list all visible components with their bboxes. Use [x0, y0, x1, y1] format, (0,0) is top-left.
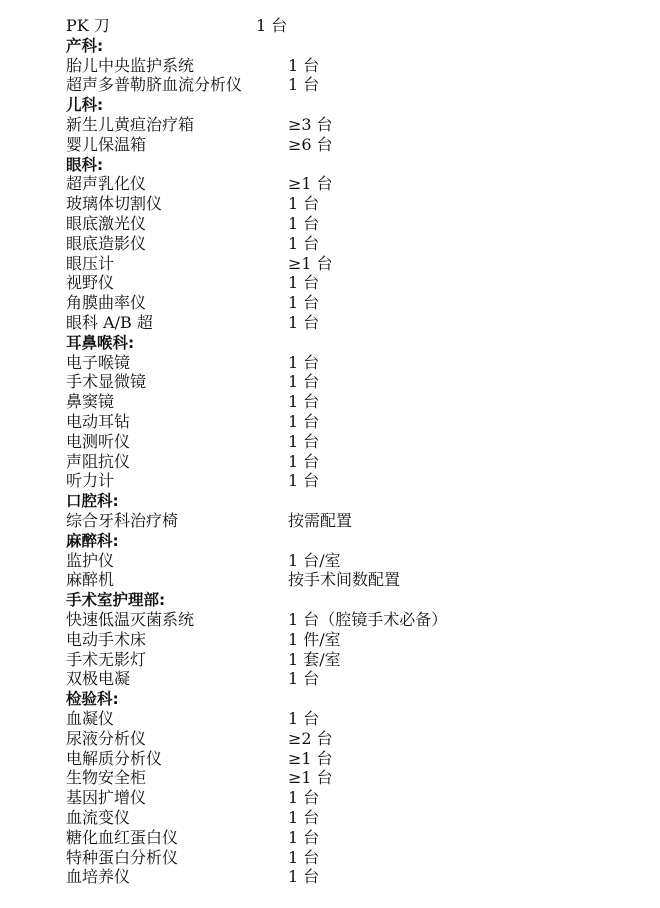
equipment-quantity: 1 台: [288, 827, 320, 847]
equipment-name: 视野仪: [66, 273, 115, 293]
equipment-quantity: 1 台: [288, 55, 320, 75]
equipment-quantity: 1 台: [288, 788, 320, 808]
equipment-name: 新生儿黄疸治疗箱: [66, 115, 195, 134]
equipment-name: 超声多普勒脐血流分析仪: [66, 75, 243, 95]
equipment-quantity: 1 台: [288, 412, 320, 431]
department-name: 手术室护理部:: [66, 591, 166, 610]
equipment-quantity: ≥2 台: [288, 728, 333, 748]
equipment-quantity: 1 台: [288, 431, 320, 451]
equipment-quantity: 1 台: [288, 352, 320, 372]
equipment-name: 双极电凝: [66, 669, 131, 689]
equipment-name: 电动手术床: [66, 629, 147, 649]
equipment-name: 血培养仪: [66, 867, 131, 887]
equipment-quantity: ≥3 台: [288, 115, 333, 134]
equipment-name: 血流变仪: [66, 808, 131, 827]
equipment-quantity: ≥1 台: [288, 253, 333, 273]
equipment-quantity: 按需配置: [288, 511, 353, 530]
equipment-quantity: 1 件/室: [288, 629, 341, 649]
equipment-name: 综合牙科治疗椅: [66, 511, 179, 530]
equipment-name: 眼科 A/B 超: [66, 313, 153, 332]
equipment-quantity: 1 台: [288, 669, 320, 689]
department-name: 眼科:: [66, 155, 104, 174]
equipment-name: 电动耳钻: [66, 412, 131, 431]
equipment-name: 基因扩增仪: [66, 788, 147, 808]
equipment-quantity: 1 台（腔镜手术必备）: [288, 610, 448, 629]
department-name: 麻醉科:: [66, 531, 119, 550]
equipment-name: PK 刀: [66, 16, 110, 35]
equipment-quantity: 1 台: [288, 75, 320, 95]
equipment-name: 生物安全柜: [66, 768, 147, 788]
equipment-name: 玻璃体切割仪: [66, 194, 163, 214]
equipment-quantity: ≥1 台: [288, 174, 333, 194]
equipment-name: 糖化血红蛋白仪: [66, 827, 179, 847]
equipment-quantity: 1 台/室: [288, 550, 341, 570]
equipment-quantity: 1 台: [288, 808, 320, 827]
equipment-name: 手术显微镜: [66, 372, 147, 392]
equipment-name: 声阻抗仪: [66, 451, 131, 471]
department-name: 儿科:: [66, 96, 104, 115]
equipment-quantity: 1 套/室: [288, 649, 341, 669]
equipment-quantity: 1 台: [288, 194, 320, 214]
equipment-name: 眼底造影仪: [66, 233, 147, 253]
equipment-name: 尿液分析仪: [66, 728, 147, 748]
equipment-name: 眼底激光仪: [66, 214, 147, 233]
department-name: 口腔科:: [66, 492, 119, 511]
equipment-quantity: 1 台: [288, 867, 320, 887]
equipment-name: 血凝仪: [66, 709, 115, 728]
equipment-quantity: 1 台: [288, 709, 320, 728]
equipment-name: 监护仪: [66, 550, 115, 570]
equipment-quantity: 1 台: [288, 471, 320, 491]
equipment-name: 特种蛋白分析仪: [66, 847, 179, 867]
equipment-name: 电解质分析仪: [66, 748, 163, 768]
equipment-quantity: 1 台: [288, 273, 320, 293]
equipment-name: 鼻窦镜: [66, 392, 115, 412]
equipment-quantity: 1 台: [288, 392, 320, 412]
equipment-quantity: 1 台: [288, 372, 320, 392]
equipment-quantity: ≥6 台: [288, 134, 333, 154]
department-name: 耳鼻喉科:: [66, 333, 135, 352]
equipment-name: 快速低温灭菌系统: [66, 610, 195, 629]
equipment-quantity: 1 台: [288, 214, 320, 233]
equipment-name: 手术无影灯: [66, 649, 147, 669]
equipment-quantity: 1 台: [288, 847, 320, 867]
equipment-name: 麻醉机: [66, 570, 115, 590]
equipment-name: 电子喉镜: [66, 352, 131, 372]
equipment-quantity: 1 台: [288, 233, 320, 253]
equipment-name: 胎儿中央监护系统: [66, 55, 195, 75]
equipment-quantity: 按手术间数配置: [288, 570, 401, 590]
equipment-name: 角膜曲率仪: [66, 293, 147, 313]
equipment-name: 听力计: [66, 471, 115, 491]
equipment-name: 超声乳化仪: [66, 174, 147, 194]
equipment-name: 眼压计: [66, 253, 115, 273]
equipment-quantity: 1 台: [288, 451, 320, 471]
department-name: 检验科:: [66, 690, 119, 709]
department-name: 产科:: [66, 36, 104, 55]
equipment-name: 婴儿保温箱: [66, 134, 147, 154]
equipment-quantity: ≥1 台: [288, 748, 333, 768]
equipment-quantity: 1 台: [288, 293, 320, 313]
equipment-quantity: 1 台: [256, 16, 288, 35]
equipment-quantity: 1 台: [288, 313, 320, 332]
equipment-quantity: ≥1 台: [288, 768, 333, 788]
equipment-name: 电测听仪: [66, 431, 131, 451]
